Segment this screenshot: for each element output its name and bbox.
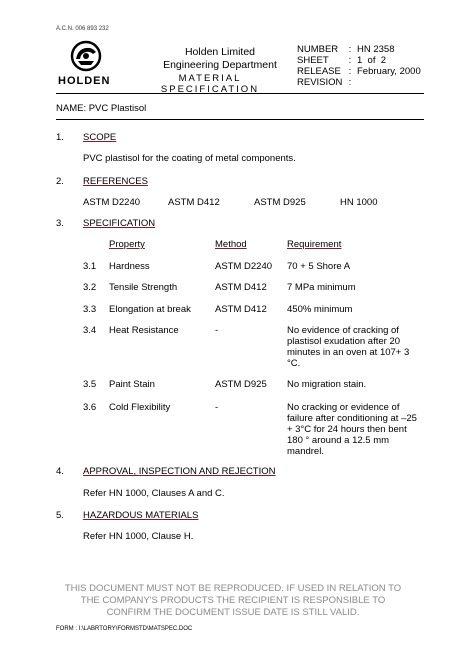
- reference-item: ASTM D412: [168, 197, 220, 208]
- spec-row-property: Paint Stain: [109, 379, 155, 390]
- section-title-approval: APPROVAL, INSPECTION AND REJECTION: [83, 466, 276, 477]
- spec-row-number: 3.2: [83, 282, 97, 293]
- section-number: 1.: [56, 132, 64, 143]
- section-title-hazardous: HAZARDOUS MATERIALS: [83, 510, 199, 521]
- meta-value: [357, 77, 421, 88]
- section-title-scope: SCOPE: [83, 132, 117, 143]
- notice-line: THE COMPANY'S PRODUCTS THE RECIPIENT IS RESPONSIBLE TO: [80, 595, 386, 606]
- company-block: [140, 46, 300, 71]
- spec-row-requirement: 450% minimum: [287, 304, 353, 315]
- reproduction-notice: [30, 583, 436, 619]
- header-divider: [56, 93, 424, 94]
- meta-value: HN 2358: [357, 44, 395, 55]
- spec-row-property: Tensile Strength: [109, 282, 178, 293]
- scope-text: PVC plastisol for the coating of metal components.: [83, 153, 296, 164]
- spec-row-method: ASTM D412: [215, 282, 267, 293]
- meta-revision-row: REVISION :: [297, 77, 421, 88]
- spec-row-number: 3.5: [83, 379, 97, 390]
- meta-key: REVISION: [297, 77, 343, 88]
- reference-item: ASTM D925: [254, 197, 306, 208]
- section-number: 3.: [56, 218, 64, 229]
- holden-wordmark: HOLDEN: [58, 75, 111, 87]
- spec-row-number: 3.1: [83, 261, 97, 272]
- notice-line: THIS DOCUMENT MUST NOT BE REPRODUCED. IF USED IN RELATION TO: [64, 583, 402, 594]
- spec-row-requirement: No cracking or evidence of failure after conditioning at –25 + 3°C for 24 hours then bent 180 ° around a 12.5 mm mandrel.: [287, 402, 417, 457]
- column-header-requirement: Requirement: [287, 239, 342, 250]
- meta-sheet-row: SHEET : 1 of 2: [297, 55, 421, 66]
- meta-value: 1 of 2: [357, 55, 387, 66]
- column-header-property: Property: [109, 239, 145, 250]
- section-number: 5.: [56, 510, 64, 521]
- document-meta: [297, 44, 421, 88]
- reference-item: HN 1000: [340, 197, 378, 208]
- spec-row-property: Heat Resistance: [109, 325, 179, 336]
- meta-key: RELEASE: [297, 66, 341, 77]
- spec-row-requirement: 70 + 5 Shore A: [287, 261, 351, 272]
- reference-item: ASTM D2240: [83, 197, 141, 208]
- spec-row-method: -: [215, 402, 219, 413]
- spec-row-requirement: No migration stain.: [287, 379, 367, 390]
- spec-row-property: Elongation at break: [109, 304, 191, 315]
- form-path: FORM : I:\LABRTORY\FORMSTD\MATSPEC.DOC: [56, 626, 193, 632]
- spec-row-method: ASTM D2240: [215, 261, 273, 272]
- spec-row-property: Cold Flexibility: [109, 402, 171, 413]
- approval-text: Refer HN 1000, Clauses A and C.: [83, 488, 225, 499]
- notice-line: CONFIRM THE DOCUMENT ISSUE DATE IS STILL VALID.: [106, 607, 360, 618]
- section-number: 4.: [56, 466, 64, 477]
- spec-row-number: 3.3: [83, 304, 97, 315]
- hazardous-text: Refer HN 1000, Clause H.: [83, 531, 194, 542]
- spec-row-requirement: 7 MPa minimum: [287, 282, 356, 293]
- meta-key: NUMBER: [297, 44, 339, 55]
- spec-row-method: -: [215, 325, 219, 336]
- spec-row-method: ASTM D925: [215, 379, 267, 390]
- document-type: MATERIAL SPECIFICATION: [160, 73, 260, 95]
- acn-number: A.C.N. 006 893 232: [56, 26, 109, 32]
- spec-row-method: ASTM D412: [215, 304, 267, 315]
- spec-row-property: Hardness: [109, 261, 150, 272]
- department-name: Engineering Department: [163, 58, 277, 71]
- spec-row-number: 3.4: [83, 325, 97, 336]
- meta-value: February, 2000: [357, 66, 421, 77]
- meta-release-row: RELEASE : February, 2000: [297, 66, 421, 77]
- section-number: 2.: [56, 176, 64, 187]
- column-header-method: Method: [215, 239, 247, 250]
- spec-row-number: 3.6: [83, 402, 97, 413]
- meta-number-row: NUMBER : HN 2358: [297, 44, 421, 55]
- material-name: NAME: PVC Plastisol: [56, 103, 147, 114]
- company-name: Holden Limited: [184, 46, 256, 58]
- name-divider: [56, 119, 424, 120]
- section-title-references: REFERENCES: [83, 176, 148, 187]
- spec-row-requirement: No evidence of cracking of plastisol exudation after 20 minutes in an oven at 107+ 3 °C.: [287, 325, 410, 369]
- meta-key: SHEET: [297, 55, 329, 66]
- section-title-specification: SPECIFICATION: [83, 218, 156, 229]
